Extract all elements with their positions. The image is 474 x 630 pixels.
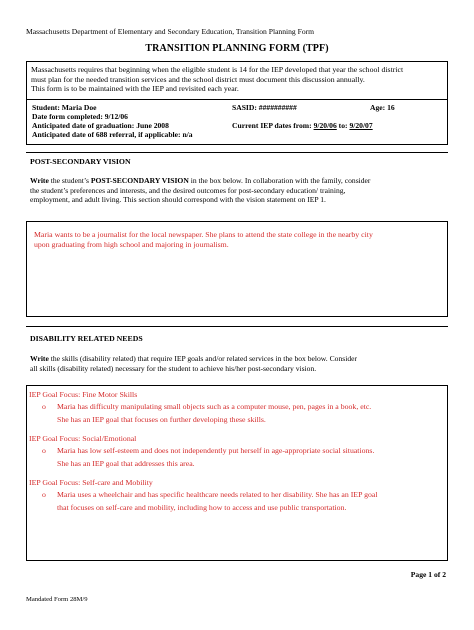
student-info-box: [26, 99, 448, 145]
vision-instruction-line: [30, 176, 444, 186]
disability-heading: DISABILITY RELATED NEEDS: [30, 334, 143, 343]
iep-to-label: to:: [336, 121, 350, 130]
intro-line: Massachusetts requires that beginning when the eligible student is 14 for the IEP developed that year the school district: [31, 65, 404, 74]
instr-text: the student’s: [48, 176, 91, 185]
goal-line: Maria has low self-esteem and does not independently put herself in age-appropriate social situations.: [57, 446, 375, 455]
intro-box: [26, 61, 448, 100]
vision-text-line: upon graduating from high school and majoring in journalism.: [34, 239, 229, 249]
disability-needs-box[interactable]: [26, 385, 448, 561]
goal-heading: IEP Goal Focus: Fine Motor Skills: [29, 390, 138, 399]
page-number: Page 1 of 2: [410, 570, 446, 579]
bullet-icon: o: [42, 490, 46, 499]
instr-text: the skills (disability related) that require IEP goals and/or related services in the box below. Consider: [48, 354, 358, 363]
date-completed: Date form completed: 9/12/06: [32, 112, 128, 121]
form-footer: Mandated Form 28M/9: [26, 596, 88, 603]
iep-from-date: 9/20/06: [313, 121, 337, 130]
goal-line: Maria has difficulty manipulating small objects such as a computer mouse, pen, pages in a book, etc.: [57, 402, 372, 411]
vision-keyword: POST-SECONDARY VISION: [90, 176, 189, 185]
goal-heading: IEP Goal Focus: Social/Emotional: [29, 434, 137, 443]
intro-line: must plan for the needed transition services and the school district must document this discussion annually.: [31, 74, 365, 84]
goal-line: Maria uses a wheelchair and has specific healthcare needs related to her disability. She has an IEP goal: [57, 490, 378, 499]
intro-line: This form is to be maintained with the IEP and revisited each year.: [31, 84, 239, 94]
student-age: Age: 16: [370, 103, 395, 112]
iep-dates: [232, 121, 373, 130]
goal-line: She has an IEP goal that addresses this area.: [57, 459, 195, 468]
instr-text: in the box below. In collaboration with the family, consider: [188, 176, 371, 185]
student-name: Student: Maria Doe: [32, 103, 97, 112]
vision-instructions: [30, 176, 444, 205]
disability-instructions: [30, 354, 444, 373]
bullet-icon: o: [42, 446, 46, 455]
vision-heading: POST-SECONDARY VISION: [30, 157, 131, 166]
vision-instruction-line: the student’s preferences and interests, and the desired outcomes for post-secondary education/ training,: [30, 185, 346, 195]
goal-line: She has an IEP goal that focuses on further developing these skills.: [57, 415, 266, 424]
iep-dates-label: Current IEP dates from:: [232, 121, 314, 130]
vision-instruction-line: employment, and adult living. This section should correspond with the vision statement on IEP 1.: [30, 195, 326, 205]
section-divider: [26, 152, 448, 153]
vision-text-box[interactable]: [26, 221, 448, 317]
write-keyword: Write: [30, 176, 49, 185]
form-header: Massachusetts Department of Elementary and Secondary Education, Transition Planning Form: [26, 27, 315, 36]
goal-heading: IEP Goal Focus: Self-care and Mobility: [29, 478, 153, 487]
write-keyword: Write: [30, 354, 49, 363]
iep-to-date: 9/20/07: [349, 121, 373, 130]
form-title: TRANSITION PLANNING FORM (TPF): [145, 43, 329, 54]
vision-text-line: Maria wants to be a journalist for the local newspaper. She plans to attend the state college in the nearby city: [34, 230, 373, 239]
disability-instruction-line: [30, 354, 444, 364]
section-divider: [26, 326, 448, 327]
sasid: SASID: ##########: [232, 103, 297, 112]
bullet-icon: o: [42, 402, 46, 411]
goal-line: that focuses on self-care and mobility, including how to access and use public transportation.: [57, 503, 347, 512]
graduation-date: Anticipated date of graduation: June 2008: [32, 121, 169, 130]
referral-date: Anticipated date of 688 referral, if applicable: n/a: [32, 130, 193, 139]
disability-instruction-line: all skills (disability related) necessary for the student to achieve his/her post-secondary vision.: [30, 363, 317, 373]
